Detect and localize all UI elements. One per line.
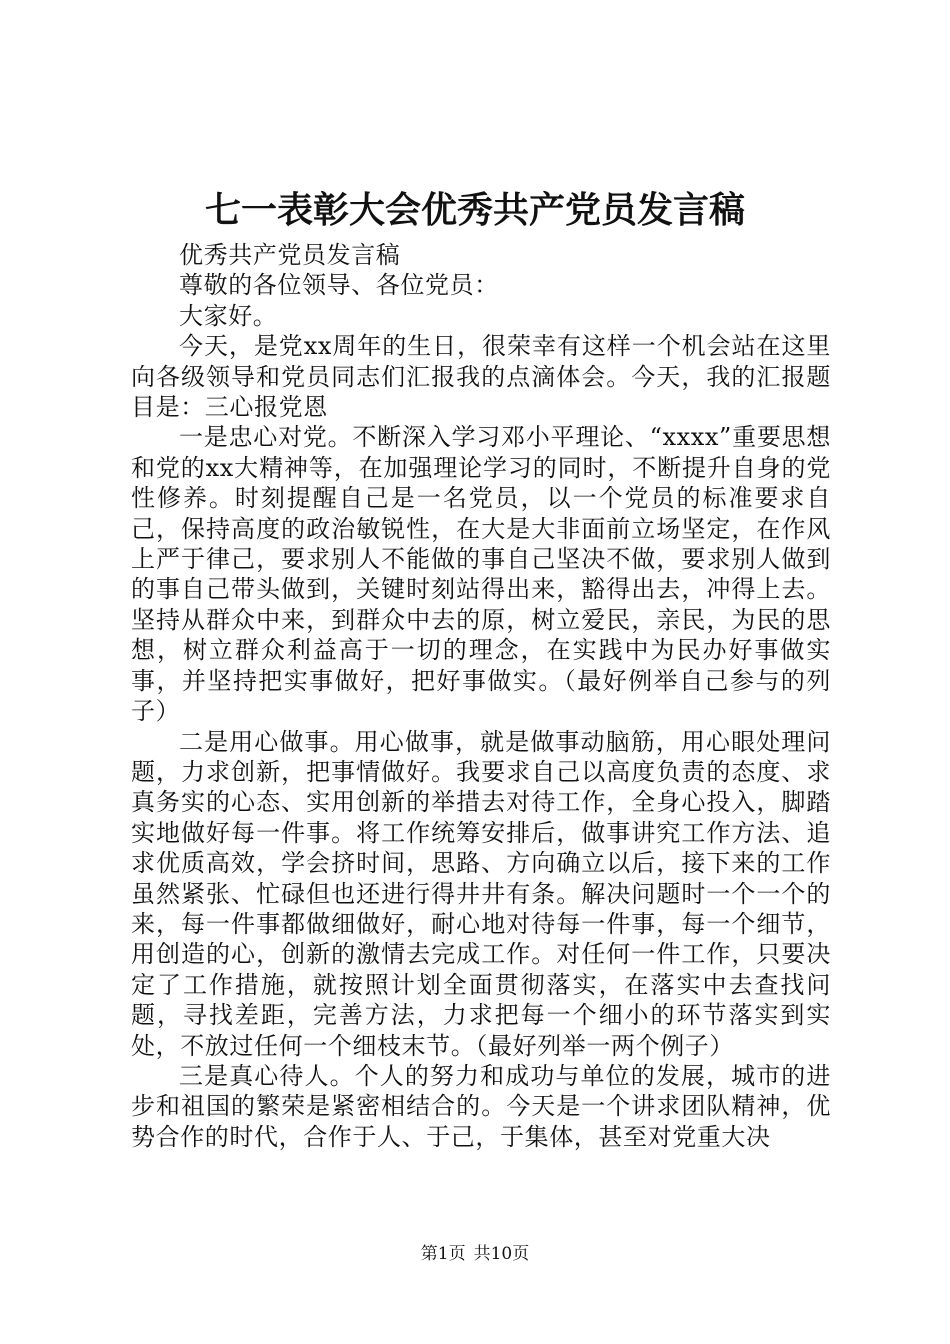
page-total: 共10页 <box>473 1244 530 1264</box>
document-title: 七一表彰大会优秀共产党员发言稿 <box>204 189 745 231</box>
paragraph: 尊敬的各位领导、各位党员： <box>179 271 499 300</box>
document-body <box>131 240 831 1152</box>
paragraph: 优秀共产党员发言稿 <box>179 241 401 269</box>
paragraph: 大家好。 <box>179 301 278 330</box>
paragraph: 一是忠心对党。不断深入学习邓小平理论、“xxxx”重要思想和党的xx大精神等，在加强理论学习的同时，不断提升自身的党性修养。时刻提醒自己是一名党员，以一个党员的标准要求自己，保持高度的政治敏锐性，在大是大非面前立场坚定，在作风上严于律己，要求别人不能做的事自己坚决不做，要求别人做到的事自己带头做到，关键时刻站得出来，豁得出去，冲得上去。坚持从群众中来，到群众中去的原，树立爱民，亲民，为民的思想，树立群众利益高于一切的理念，在实践中为民办好事做实事，并坚持把实事做好，把好事做实。（最好例举自己参与的列子） <box>131 423 831 726</box>
page-footer <box>0 1243 950 1265</box>
paragraph: 二是用心做事。用心做事，就是做事动脑筋，用心眼处理问题，力求创新，把事情做好。我要求自己以高度负责的态度、求真务实的心态、实用创新的举措去对待工作，全身心投入，脚踏实地做好每一件事。将工作统筹安排后，做事讲究工作方法、追求优质高效，学会挤时间，思路、方向确立以后，接下来的工作虽然紧张、忙碌但也还进行得井井有条。解决问题时一个一个的来，每一件事都做细做好，耐心地对待每一件事，每一个细节，用创造的心，创新的激情去完成工作。对任何一件工作，只要决定了工作措施，就按照计划全面贯彻落实，在落实中去查找问题，寻找差距，完善方法，力求把每一个细小的环节落实到实处，不放过任何一个细枝末节。（最好列举一两个例子） <box>131 727 831 1060</box>
page-number: 第1页 <box>420 1244 466 1264</box>
paragraph: 今天，是党xx周年的生日，很荣幸有这样一个机会站在这里向各级领导和党员同志们汇报我的点滴体会。今天，我的汇报题目是：三心报党恩 <box>131 332 831 422</box>
paragraph: 三是真心待人。个人的努力和成功与单位的发展，城市的进步和祖国的繁荣是紧密相结合的。今天是一个讲求团队精神，优势合作的时代，合作于人、于己，于集体，甚至对党重大决 <box>131 1061 831 1151</box>
